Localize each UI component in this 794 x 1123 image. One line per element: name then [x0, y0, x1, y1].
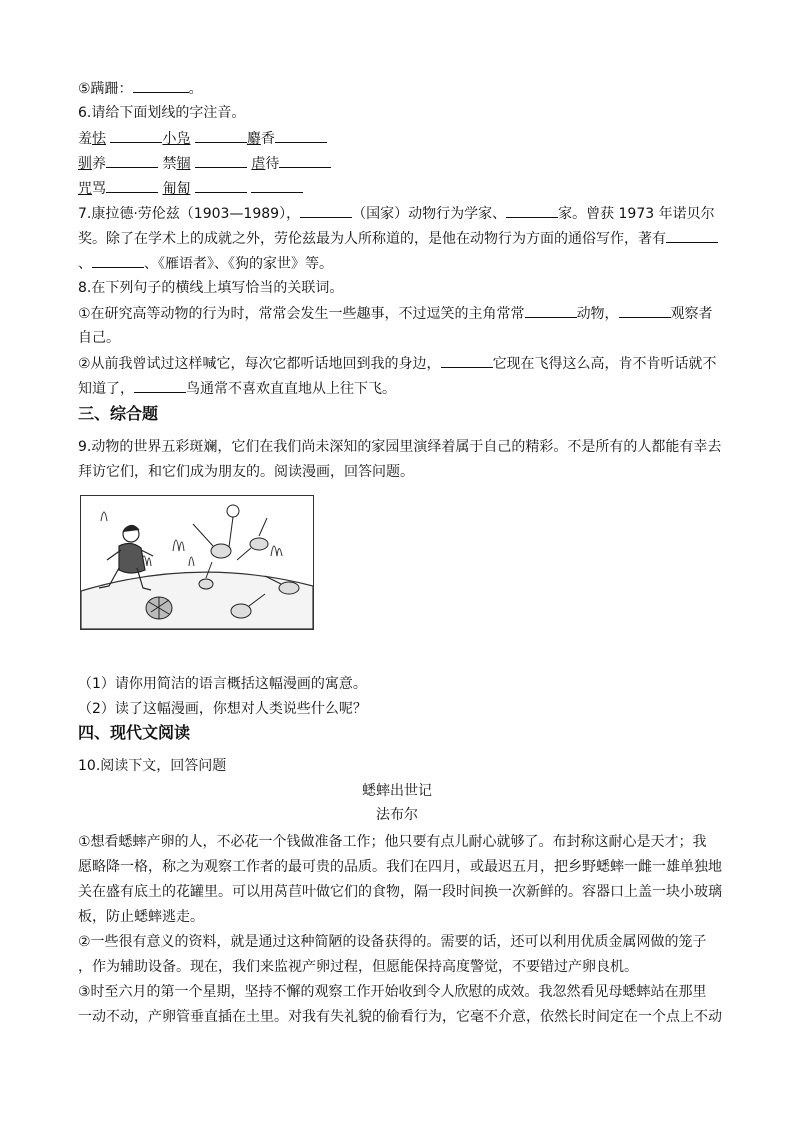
q10-intro: 10.阅读下文，回答问题	[78, 758, 227, 774]
paragraph-line: ，作为辅助设备。现在，我们来监视产卵过程，但愿能保持高度警觉，不要错过产卵良机。	[78, 959, 638, 975]
word: 羞怯	[78, 131, 106, 147]
article-author: 法布尔	[376, 807, 418, 823]
cartoon-image	[80, 495, 314, 630]
cartoon-drawing	[81, 496, 313, 629]
answer-blank[interactable]	[279, 153, 331, 168]
q8-sentence-1: ①在研究高等动物的行为时，常常会发生一些趣事，不过逗笑的主角常常 动物， 观察者	[78, 303, 713, 324]
q6-row-3	[78, 178, 303, 199]
q9-sub-1: （1）请你用简洁的语言概括这幅漫画的寓意。	[78, 676, 367, 692]
answer-blank[interactable]	[106, 178, 158, 193]
word: 禁锢	[162, 156, 191, 172]
word: 麝香	[246, 131, 275, 147]
paragraph-line: ②一些很有意义的资料，就是通过这种简陋的设备获得的。需要的话，还可以利用优质金属网做的笼子	[78, 934, 707, 950]
q7-line-2: 奖。除了在学术上的成就之外，劳伦兹最为人所称道的，是他在动物行为方面的通俗写作，著有	[78, 228, 718, 249]
q5-line: ⑤蹒跚： 。	[78, 78, 203, 99]
paragraph-line: 愿略降一格，称之为观察工作者的最可贵的品质。我们在四月，或最迟五月，把乡野蟋蟀一雌一雄单独地	[78, 859, 722, 875]
answer-blank[interactable]	[92, 253, 144, 268]
article-title: 蟋蟀出世记	[362, 783, 432, 799]
paragraph-line: 板，防止蟋蟀逃走。	[78, 909, 204, 925]
q9-sub-2: （2）读了这幅漫画，你想对人类说些什么呢？	[78, 701, 367, 717]
answer-blank[interactable]	[110, 128, 162, 143]
answer-blank[interactable]	[195, 178, 247, 193]
q6-row-1	[78, 128, 327, 149]
answer-blank[interactable]	[195, 153, 247, 168]
answer-blank[interactable]	[195, 128, 247, 143]
q6-row-2	[78, 153, 331, 174]
paragraph-line: ③时至六月的第一个星期，坚持不懈的观察工作开始收到令人欣慰的成效。我忽然看见母蟋蟀站在那里	[78, 984, 707, 1000]
q9-line-2: 拜访它们，和它们成为朋友的。阅读漫画，回答问题。	[78, 464, 414, 480]
paragraph-line: 一动不动，产卵管垂直插在土里。对我有失礼貌的偷看行为，它毫不介意，依然长时间定在一个点上不动	[78, 1009, 722, 1025]
section-heading: 四、现代文阅读	[78, 723, 191, 742]
answer-blank[interactable]	[106, 153, 158, 168]
answer-blank[interactable]	[619, 303, 671, 318]
answer-blank[interactable]	[133, 78, 189, 93]
word: 匍匐	[162, 181, 191, 197]
word: 虐待	[251, 156, 280, 172]
answer-blank[interactable]	[134, 378, 186, 393]
q7-line-3: 、 、《雁语者》、《狗的家世》等。	[78, 253, 333, 274]
answer-blank[interactable]	[300, 203, 352, 218]
answer-blank[interactable]	[525, 303, 577, 318]
answer-blank[interactable]	[441, 353, 493, 368]
q8-sentence-1-cont: 自己。	[78, 330, 120, 346]
q8-title: 8.在下列句子的横线上填写恰当的关联词。	[78, 280, 344, 296]
answer-blank[interactable]	[666, 228, 718, 243]
word: 咒骂	[78, 181, 106, 197]
section-heading: 三、综合题	[78, 404, 159, 423]
q9-line-1: 9.动物的世界五彩斑斓，它们在我们尚未深知的家园里演绎着属于自己的精彩。不是所有的人都能有幸去	[78, 439, 722, 455]
answer-blank[interactable]	[275, 128, 327, 143]
q8-sentence-2-cont: 知道了， 鸟通常不喜欢直直地从上往下飞。	[78, 378, 396, 399]
paragraph-line: 关在盛有底土的花罐里。可以用莴苣叶做它们的食物，隔一段时间换一次新鲜的。容器口上盖一块小玻璃	[78, 884, 722, 900]
q7-line-1: 7.康拉德·劳伦兹（1903—1989）， （国家）动物行为学家、 家。曾获 1973 年诺贝尔	[78, 203, 715, 224]
answer-blank[interactable]	[251, 178, 303, 193]
word: 小凫	[162, 131, 191, 147]
word: 驯养	[78, 156, 106, 172]
answer-blank[interactable]	[506, 203, 558, 218]
paragraph-line: ①想看蟋蟀产卵的人，不必花一个钱做准备工作；他只要有点儿耐心就够了。布封称这耐心是天才；我	[78, 834, 707, 850]
q6-title: 6.请给下面划线的字注音。	[78, 105, 246, 121]
q8-sentence-2: ②从前我曾试过这样喊它，每次它都听话地回到我的身边， 它现在飞得这么高，肯不肯听话就不	[78, 353, 717, 374]
